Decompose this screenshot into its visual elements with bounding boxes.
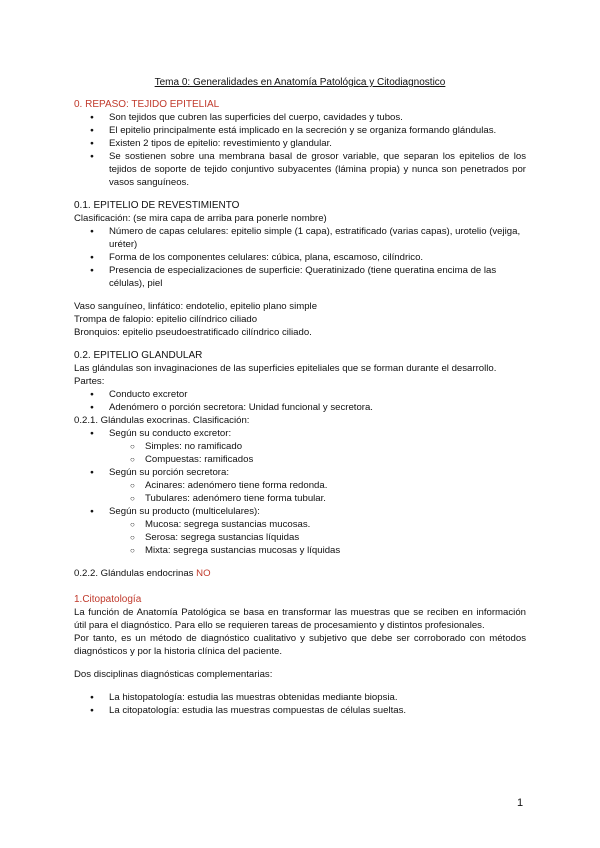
text-line: Vaso sanguíneo, linfático: endotelio, epitelio plano simple — [74, 301, 318, 312]
section-heading-repaso: 0. REPASO: TEJIDO EPITELIAL — [74, 99, 220, 110]
subsection-heading-exocrinas: 0.2.1. Glándulas exocrinas. Clasificación: — [74, 415, 250, 426]
list-item: ● Forma de los componentes celulares: cúbica, plana, escamoso, cilíndrico. — [74, 251, 526, 264]
text-line: Trompa de falopio: epitelio cilíndrico ciliado — [74, 314, 258, 325]
section-heading-revestimiento: 0.1. EPITELIO DE REVESTIMIENTO — [74, 200, 240, 211]
list-item: ● Son tejidos que cubren las superficies del cuerpo, cavidades y tubos. — [74, 111, 526, 124]
endocrinas-flag: NO — [196, 568, 211, 579]
text-line: Las glándulas son invaginaciones de las superficies epiteliales que se forman durante el desarrollo. — [74, 363, 497, 374]
list-item: ● Según su producto (multicelulares): — [74, 505, 526, 518]
text-line: Bronquios: epitelio pseudoestratificado cilíndrico ciliado. — [74, 327, 312, 338]
document-title: Tema 0: Generalidades en Anatomía Patológica y Citodiagnostico — [154, 77, 446, 88]
subsection-heading-endocrinas — [74, 567, 526, 580]
list-item: ● Adenómero o porción secretora: Unidad funcional y secretora. — [74, 401, 526, 414]
list-item: ● Se sostienen sobre una membrana basal de grosor variable, que separan los epitelios de los tejidos de soporte de tejido conjuntivo subyacentes (lámina propia) y nunca son penetrados por vasos sanguíneos. — [74, 150, 526, 189]
list-item: ● Número de capas celulares: epitelio simple (1 capa), estratificado (varias capas), urotelio (vejiga, uréter) — [74, 225, 526, 251]
sub-list-item: ○ Compuestas: ramificados — [74, 453, 526, 466]
list-item: ● Conducto excretor — [74, 388, 526, 401]
sub-list-item: ○ Mucosa: segrega sustancias mucosas. — [74, 518, 526, 531]
page-number: 1 — [517, 797, 524, 809]
sub-list-item: ○ Simples: no ramificado — [74, 440, 526, 453]
sub-list-item: ○ Mixta: segrega sustancias mucosas y líquidas — [74, 544, 526, 557]
text-line: Partes: — [74, 376, 105, 387]
sub-list-item: ○ Acinares: adenómero tiene forma redonda. — [74, 479, 526, 492]
list-item: ● La citopatología: estudia las muestras compuestas de células sueltas. — [74, 704, 526, 717]
list-item: ● Según su conducto excretor: — [74, 427, 526, 440]
list-item: ● El epitelio principalmente está implicado en la secreción y se organiza formando glándulas. — [74, 124, 526, 137]
list-item: ● Existen 2 tipos de epitelio: revestimiento y glandular. — [74, 137, 526, 150]
section-heading-citopatologia: 1.Citopatología — [74, 594, 142, 605]
sub-list-item: ○ Serosa: segrega sustancias líquidas — [74, 531, 526, 544]
paragraph: Por tanto, es un método de diagnóstico cualitativo y subjetivo que debe ser corroborado con métodos diagnósticos y por la historia clínica del paciente. — [74, 633, 526, 657]
section-heading-glandular: 0.2. EPITELIO GLANDULAR — [74, 350, 203, 361]
clasificacion-line: Clasificación: (se mira capa de arriba para ponerle nombre) — [74, 213, 327, 224]
document-body — [74, 98, 526, 717]
paragraph: Dos disciplinas diagnósticas complementarias: — [74, 669, 273, 680]
list-item: ● La histopatología: estudia las muestras obtenidas mediante biopsia. — [74, 691, 526, 704]
list-item: ● Presencia de especializaciones de superficie: Queratinizado (tiene queratina encima de las células), piel — [74, 264, 526, 290]
paragraph: La función de Anatomía Patológica se basa en transformar las muestras que se reciben en información útil para el diagnóstico. Para ello se requieren tareas de procesamiento y distintos profesionales. — [74, 607, 526, 631]
sub-list-item: ○ Tubulares: adenómero tiene forma tubular. — [74, 492, 526, 505]
list-item: ● Según su porción secretora: — [74, 466, 526, 479]
endocrinas-label: 0.2.2. Glándulas endocrinas — [74, 568, 194, 579]
